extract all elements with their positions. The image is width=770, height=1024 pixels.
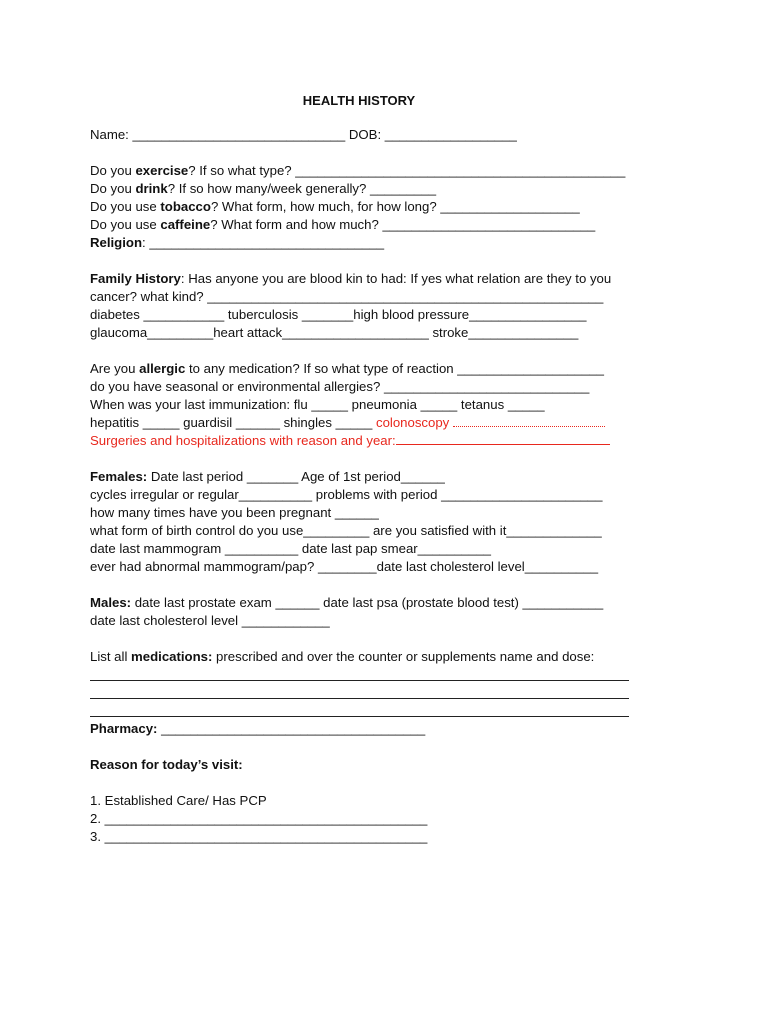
females-line-5[interactable]: date last mammogram __________ date last pap smear__________ [90, 541, 492, 556]
immunization-line-1[interactable]: When was your last immunization: flu _____ pneumonia _____ tetanus _____ [90, 397, 545, 412]
females-line-4[interactable]: what form of birth control do you use_________ are you satisfied with it_____________ [90, 523, 602, 538]
name-dob-line[interactable]: Name: _____________________________ DOB: __________________ [90, 127, 517, 142]
family-conditions-line-2[interactable]: glaucoma_________heart attack____________________ stroke_______________ [90, 325, 579, 340]
colonoscopy-label: colonoscopy [375, 415, 450, 430]
tobacco-question[interactable]: Do you use tobacco? What form, how much, for how long? ___________________ [90, 199, 580, 214]
visit-reason-item-1: 1. Established Care/ Has PCP [90, 793, 267, 808]
medications-field-1[interactable] [90, 666, 650, 684]
immunization-line-2[interactable]: hepatitis _____ guardisil ______ shingles _____ colonoscopy [90, 414, 650, 432]
page-title: HEALTH HISTORY [302, 93, 416, 108]
pharmacy-line[interactable]: Pharmacy: ____________________________________ [90, 721, 426, 736]
caffeine-question[interactable]: Do you use caffeine? What form and how much? _____________________________ [90, 217, 596, 232]
females-line-2[interactable]: cycles irregular or regular__________ problems with period ______________________ [90, 487, 603, 502]
religion-question[interactable]: Religion: ________________________________ [90, 235, 385, 250]
medications-field-3[interactable] [90, 702, 650, 720]
females-line-1[interactable]: Females: Date last period _______ Age of 1st period______ [90, 469, 445, 484]
exercise-question[interactable]: Do you exercise? If so what type? _____________________________________________ [90, 163, 626, 178]
surgeries-line[interactable]: Surgeries and hospitalizations with reason and year: [90, 432, 650, 450]
seasonal-allergy-question[interactable]: do you have seasonal or environmental allergies? ____________________________ [90, 379, 590, 394]
medications-intro: List all medications: prescribed and over the counter or supplements name and dose: [90, 649, 595, 664]
surgeries-field[interactable] [396, 434, 610, 445]
females-line-6[interactable]: ever had abnormal mammogram/pap? ________date last cholesterol level__________ [90, 559, 599, 574]
drink-question[interactable]: Do you drink? If so how many/week generally? _________ [90, 181, 437, 196]
visit-reason-item-2[interactable]: 2. ____________________________________________ [90, 811, 428, 826]
allergy-medication-question[interactable]: Are you allergic to any medication? If so what type of reaction ____________________ [90, 361, 604, 376]
colonoscopy-field[interactable] [453, 416, 605, 427]
family-cancer-line[interactable]: cancer? what kind? ______________________________________________________ [90, 289, 604, 304]
males-line-2[interactable]: date last cholesterol level ____________ [90, 613, 330, 628]
visit-reason-heading: Reason for today’s visit: [90, 757, 243, 772]
visit-reason-item-3[interactable]: 3. ____________________________________________ [90, 829, 428, 844]
females-line-3[interactable]: how many times have you been pregnant ______ [90, 505, 379, 520]
health-history-form [90, 92, 650, 846]
family-history-intro: Family History: Has anyone you are blood kin to had: If yes what relation are they to you [90, 271, 612, 286]
family-conditions-line-1[interactable]: diabetes ___________ tuberculosis _______high blood pressure________________ [90, 307, 587, 322]
males-line-1[interactable]: Males: date last prostate exam ______ date last psa (prostate blood test) ___________ [90, 595, 604, 610]
medications-field-2[interactable] [90, 684, 650, 702]
